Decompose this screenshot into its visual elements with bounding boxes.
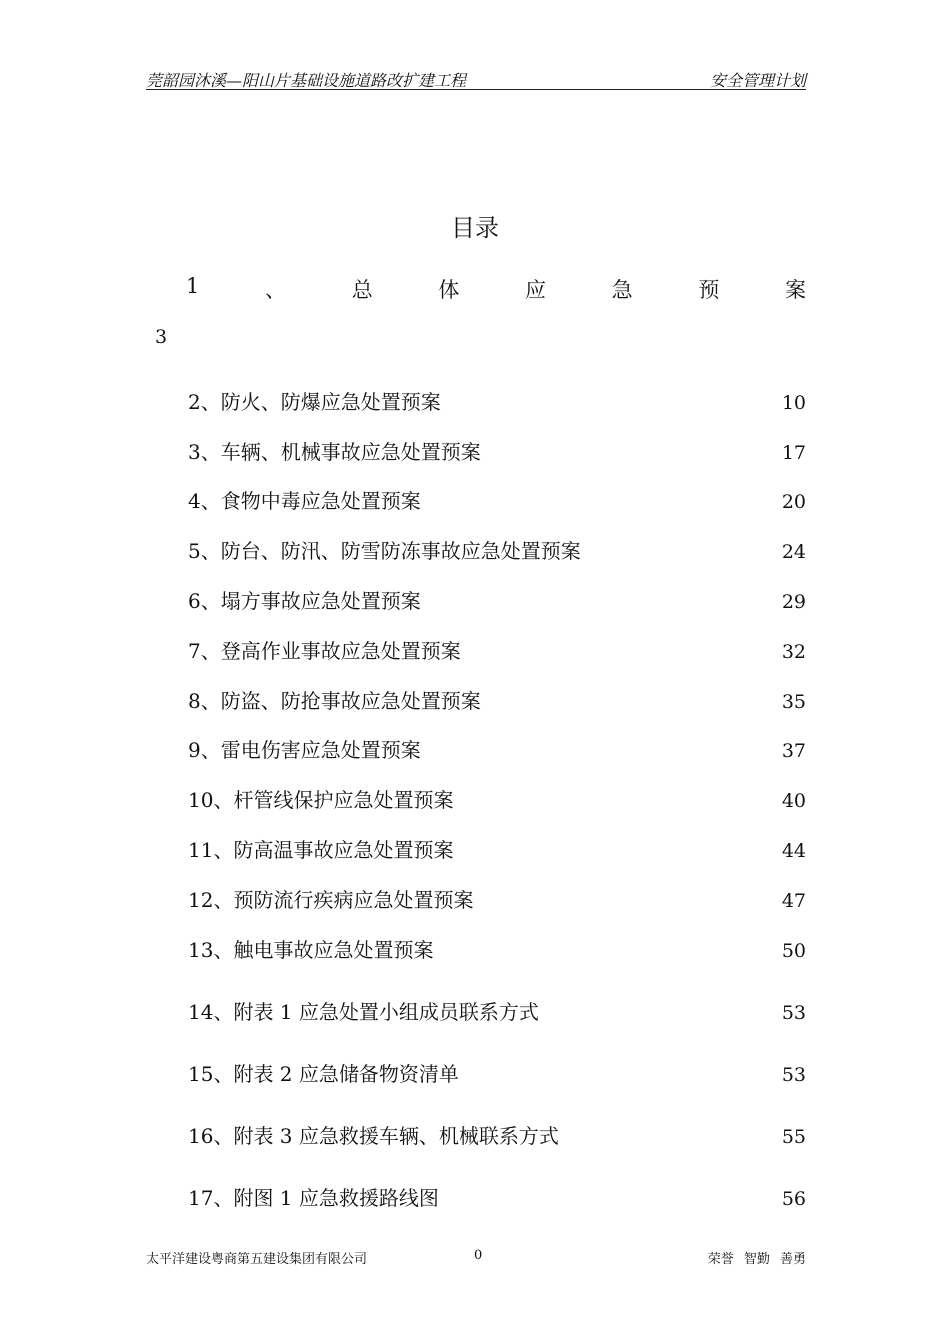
toc-entry[interactable] bbox=[188, 635, 806, 664]
toc-entry-page: 37 bbox=[781, 740, 806, 762]
toc-entry[interactable] bbox=[188, 1058, 806, 1087]
toc-entry-1-char: 体 bbox=[438, 278, 460, 302]
toc-entry-label: 7、登高作业事故应急处置预案 bbox=[188, 639, 461, 663]
toc-entry-label: 15、附表 2 应急储备物资清单 bbox=[188, 1062, 459, 1086]
toc-entry-label: 13、触电事故应急处置预案 bbox=[188, 938, 434, 962]
toc-entry-page: 50 bbox=[781, 940, 806, 962]
toc-entry-1-page: 3 bbox=[155, 326, 168, 348]
toc-entry[interactable] bbox=[188, 535, 806, 564]
header-project-title: 莞韶园沐溪—阳山片基础设施道路改扩建工程 bbox=[146, 71, 467, 90]
footer-motto: 荣誉 智勤 善勇 bbox=[707, 1252, 806, 1267]
toc-entry-page: 17 bbox=[781, 442, 806, 464]
toc-entry-label: 17、附图 1 应急救援路线图 bbox=[188, 1186, 439, 1210]
toc-entry[interactable] bbox=[188, 784, 806, 813]
toc-entry-label: 5、防台、防汛、防雪防冻事故应急处置预案 bbox=[188, 539, 581, 563]
toc-entry[interactable] bbox=[188, 485, 806, 514]
toc-entry-label: 6、塌方事故应急处置预案 bbox=[188, 589, 421, 613]
toc-entry-page: 24 bbox=[781, 541, 806, 563]
toc-entry[interactable] bbox=[188, 685, 806, 714]
toc-entry[interactable] bbox=[188, 734, 806, 763]
toc-entry-page: 44 bbox=[781, 840, 806, 862]
toc-entry[interactable] bbox=[188, 884, 806, 913]
toc-entry[interactable] bbox=[188, 386, 806, 415]
toc-entry[interactable] bbox=[188, 1182, 806, 1211]
toc-entry-1-char: 预 bbox=[698, 278, 720, 302]
toc-entry-page: 53 bbox=[781, 1064, 806, 1086]
toc-entry[interactable] bbox=[188, 996, 806, 1025]
toc-entry-1-char: 1 bbox=[186, 274, 200, 298]
header-rule bbox=[146, 89, 806, 90]
toc-entry-page: 47 bbox=[781, 890, 806, 912]
toc-entry-label: 4、食物中毒应急处置预案 bbox=[188, 489, 421, 513]
toc-entry-label: 11、防高温事故应急处置预案 bbox=[188, 838, 454, 862]
toc-entry-page: 35 bbox=[781, 691, 806, 713]
header-document-title: 安全管理计划 bbox=[709, 71, 806, 90]
toc-entry-label: 14、附表 1 应急处置小组成员联系方式 bbox=[188, 1000, 539, 1024]
toc-entry-page: 20 bbox=[781, 491, 806, 513]
toc-entry-page: 29 bbox=[781, 591, 806, 613]
toc-entry-page: 53 bbox=[781, 1002, 806, 1024]
toc-entry-label: 2、防火、防爆应急处置预案 bbox=[188, 390, 441, 414]
footer-page-number: 0 bbox=[474, 1248, 483, 1263]
toc-entry-1-char: 、 bbox=[265, 278, 287, 302]
toc-entry-1-char: 应 bbox=[525, 278, 546, 302]
toc-entry[interactable] bbox=[188, 834, 806, 863]
toc-entry-label: 3、车辆、机械事故应急处置预案 bbox=[188, 440, 481, 464]
toc-entry-page: 56 bbox=[781, 1188, 806, 1210]
toc-entry[interactable] bbox=[188, 585, 806, 614]
toc-entry[interactable] bbox=[188, 934, 806, 963]
toc-entry-1-char: 急 bbox=[611, 278, 633, 302]
page-title: 目录 bbox=[451, 214, 499, 242]
toc-entry-label: 16、附表 3 应急救援车辆、机械联系方式 bbox=[188, 1124, 559, 1148]
toc-entry-page: 10 bbox=[781, 392, 806, 414]
toc-entry-1-char: 总 bbox=[351, 278, 373, 302]
toc-entry-page: 32 bbox=[781, 641, 806, 663]
toc-entry-label: 10、杆管线保护应急处置预案 bbox=[188, 788, 454, 812]
toc-entry[interactable] bbox=[188, 1120, 806, 1149]
toc-entry[interactable] bbox=[188, 436, 806, 465]
footer-company: 太平洋建设粤商第五建设集团有限公司 bbox=[146, 1252, 368, 1267]
toc-entry-label: 12、预防流行疾病应急处置预案 bbox=[188, 888, 474, 912]
toc-entry-1[interactable] bbox=[186, 274, 806, 304]
toc-entry-1-char: 案 bbox=[784, 278, 806, 302]
toc-entry-label: 9、雷电伤害应急处置预案 bbox=[188, 738, 421, 762]
toc-entry-page: 40 bbox=[781, 790, 806, 812]
toc-entry-label: 8、防盗、防抢事故应急处置预案 bbox=[188, 689, 481, 713]
toc-entry-page: 55 bbox=[781, 1126, 806, 1148]
